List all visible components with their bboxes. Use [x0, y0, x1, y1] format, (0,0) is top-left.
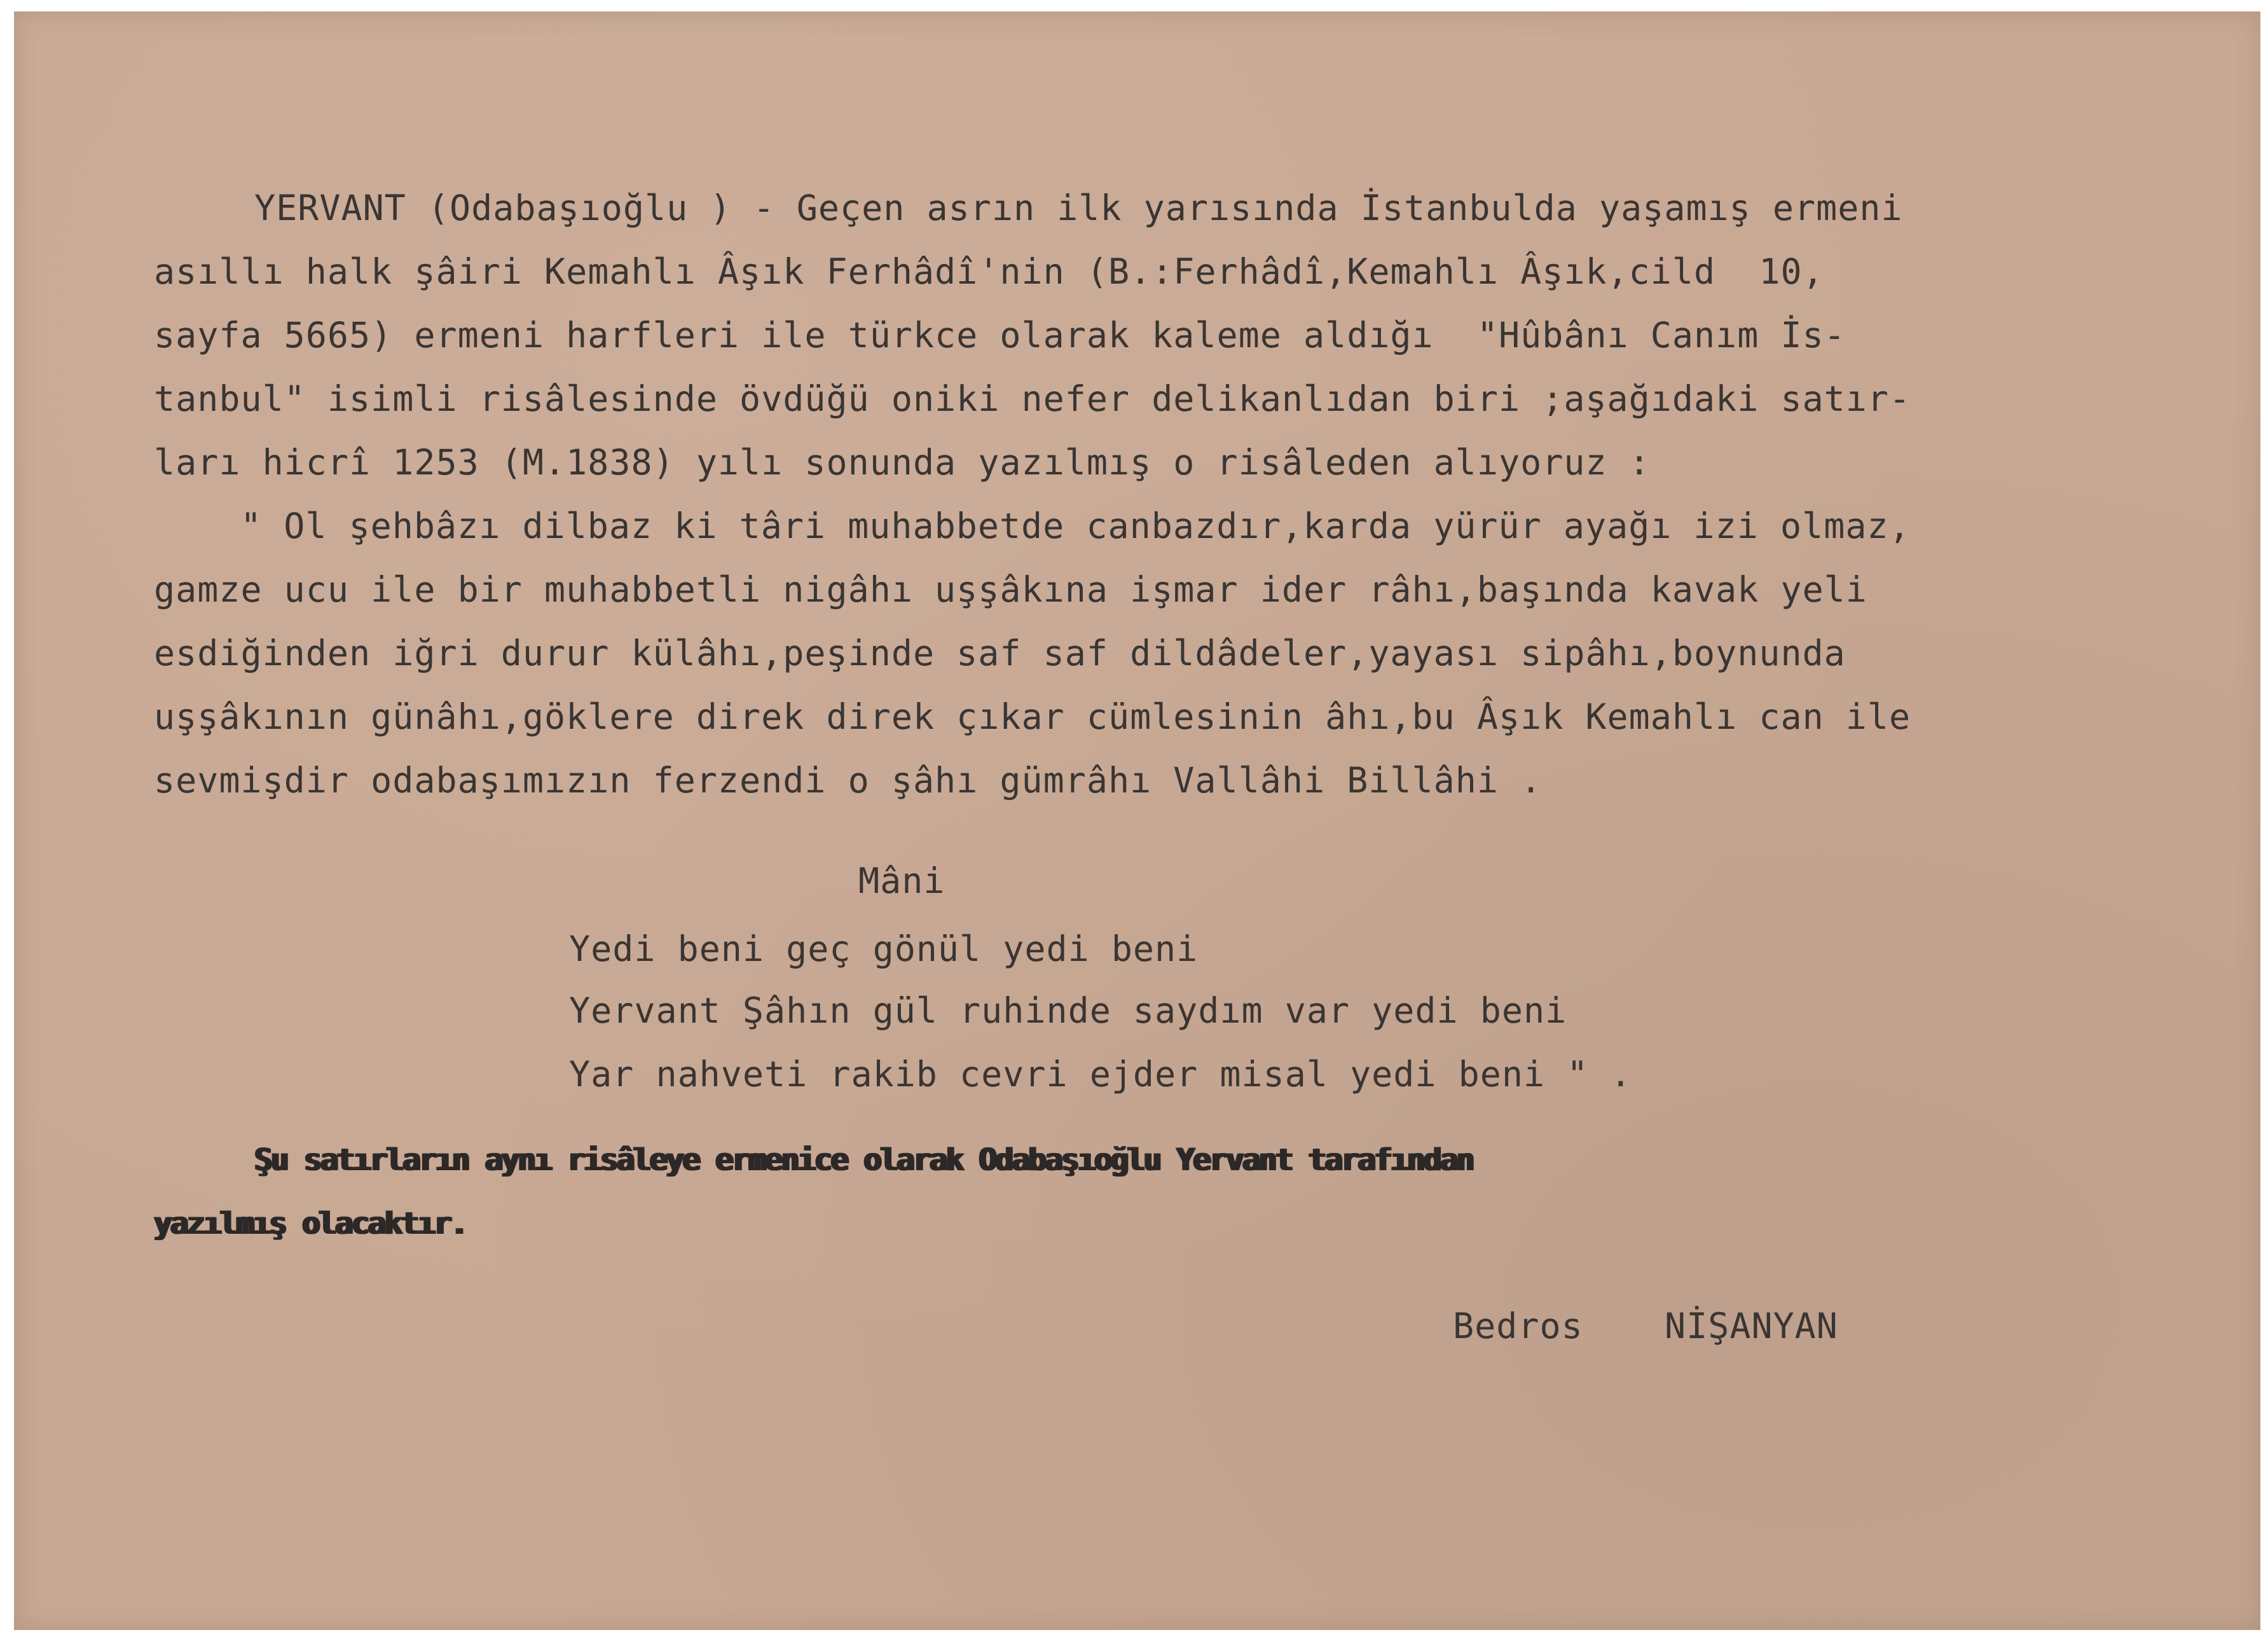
paragraph-line-4: tanbul" isimli risâlesinde övdüğü oniki nefer delikanlıdan biri ;aşağıdaki satır- — [154, 378, 1911, 419]
poem-line-3: Yar nahveti rakib cevri ejder misal yedi beni " . — [569, 1054, 1632, 1095]
poem-line-2: Yervant Şâhın gül ruhinde saydım var yedi beni — [569, 990, 1567, 1031]
signature-last-name: NİŞANYAN — [1665, 1306, 1838, 1346]
overtyped-line-1: Şu satırların aynı risâleye ermenice olarak Odabaşıoğlu Yervant tarafından — [254, 1142, 1473, 1178]
quote-line-3: esdiğinden iğri durur külâhı,peşinde saf saf dildâdeler,yayası sipâhı,boynunda — [154, 633, 1846, 674]
paragraph-line-1: YERVANT (Odabaşıoğlu ) - Geçen asrın ilk yarısında İstanbulda yaşamış ermeni — [254, 188, 1903, 228]
poem-title: Mâni — [858, 860, 945, 901]
quote-line-4: uşşâkının günâhı,göklere direk direk çıkar cümlesinin âhı,bu Âşık Kemahlı can ile — [154, 696, 1911, 737]
signature-first-name: Bedros — [1453, 1306, 1583, 1346]
overtyped-line-2: yazılmış olacaktır. — [154, 1206, 467, 1241]
quote-line-5: sevmişdir odabaşımızın ferzendi o şâhı gümrâhı Vallâhi Billâhi . — [154, 760, 1543, 801]
quote-line-1: " Ol şehbâzı dilbaz ki târi muhabbetde canbazdır,karda yürür ayağı izi olmaz, — [240, 506, 1911, 546]
paragraph-line-2: asıllı halk şâiri Kemahlı Âşık Ferhâdî'nin (B.:Ferhâdî,Kemahlı Âşık,cild 10, — [154, 251, 1824, 292]
paragraph-line-3: sayfa 5665) ermeni harfleri ile türkce olarak kaleme aldığı "Hûbânı Canım İs- — [154, 315, 1846, 356]
quote-line-2: gamze ucu ile bir muhabbetli nigâhı uşşâkına işmar ider râhı,başında kavak yeli — [154, 569, 1867, 610]
paragraph-line-5: ları hicrî 1253 (M.1838) yılı sonunda yazılmış o risâleden alıyoruz : — [154, 442, 1651, 483]
poem-line-1: Yedi beni geç gönül yedi beni — [569, 929, 1199, 969]
